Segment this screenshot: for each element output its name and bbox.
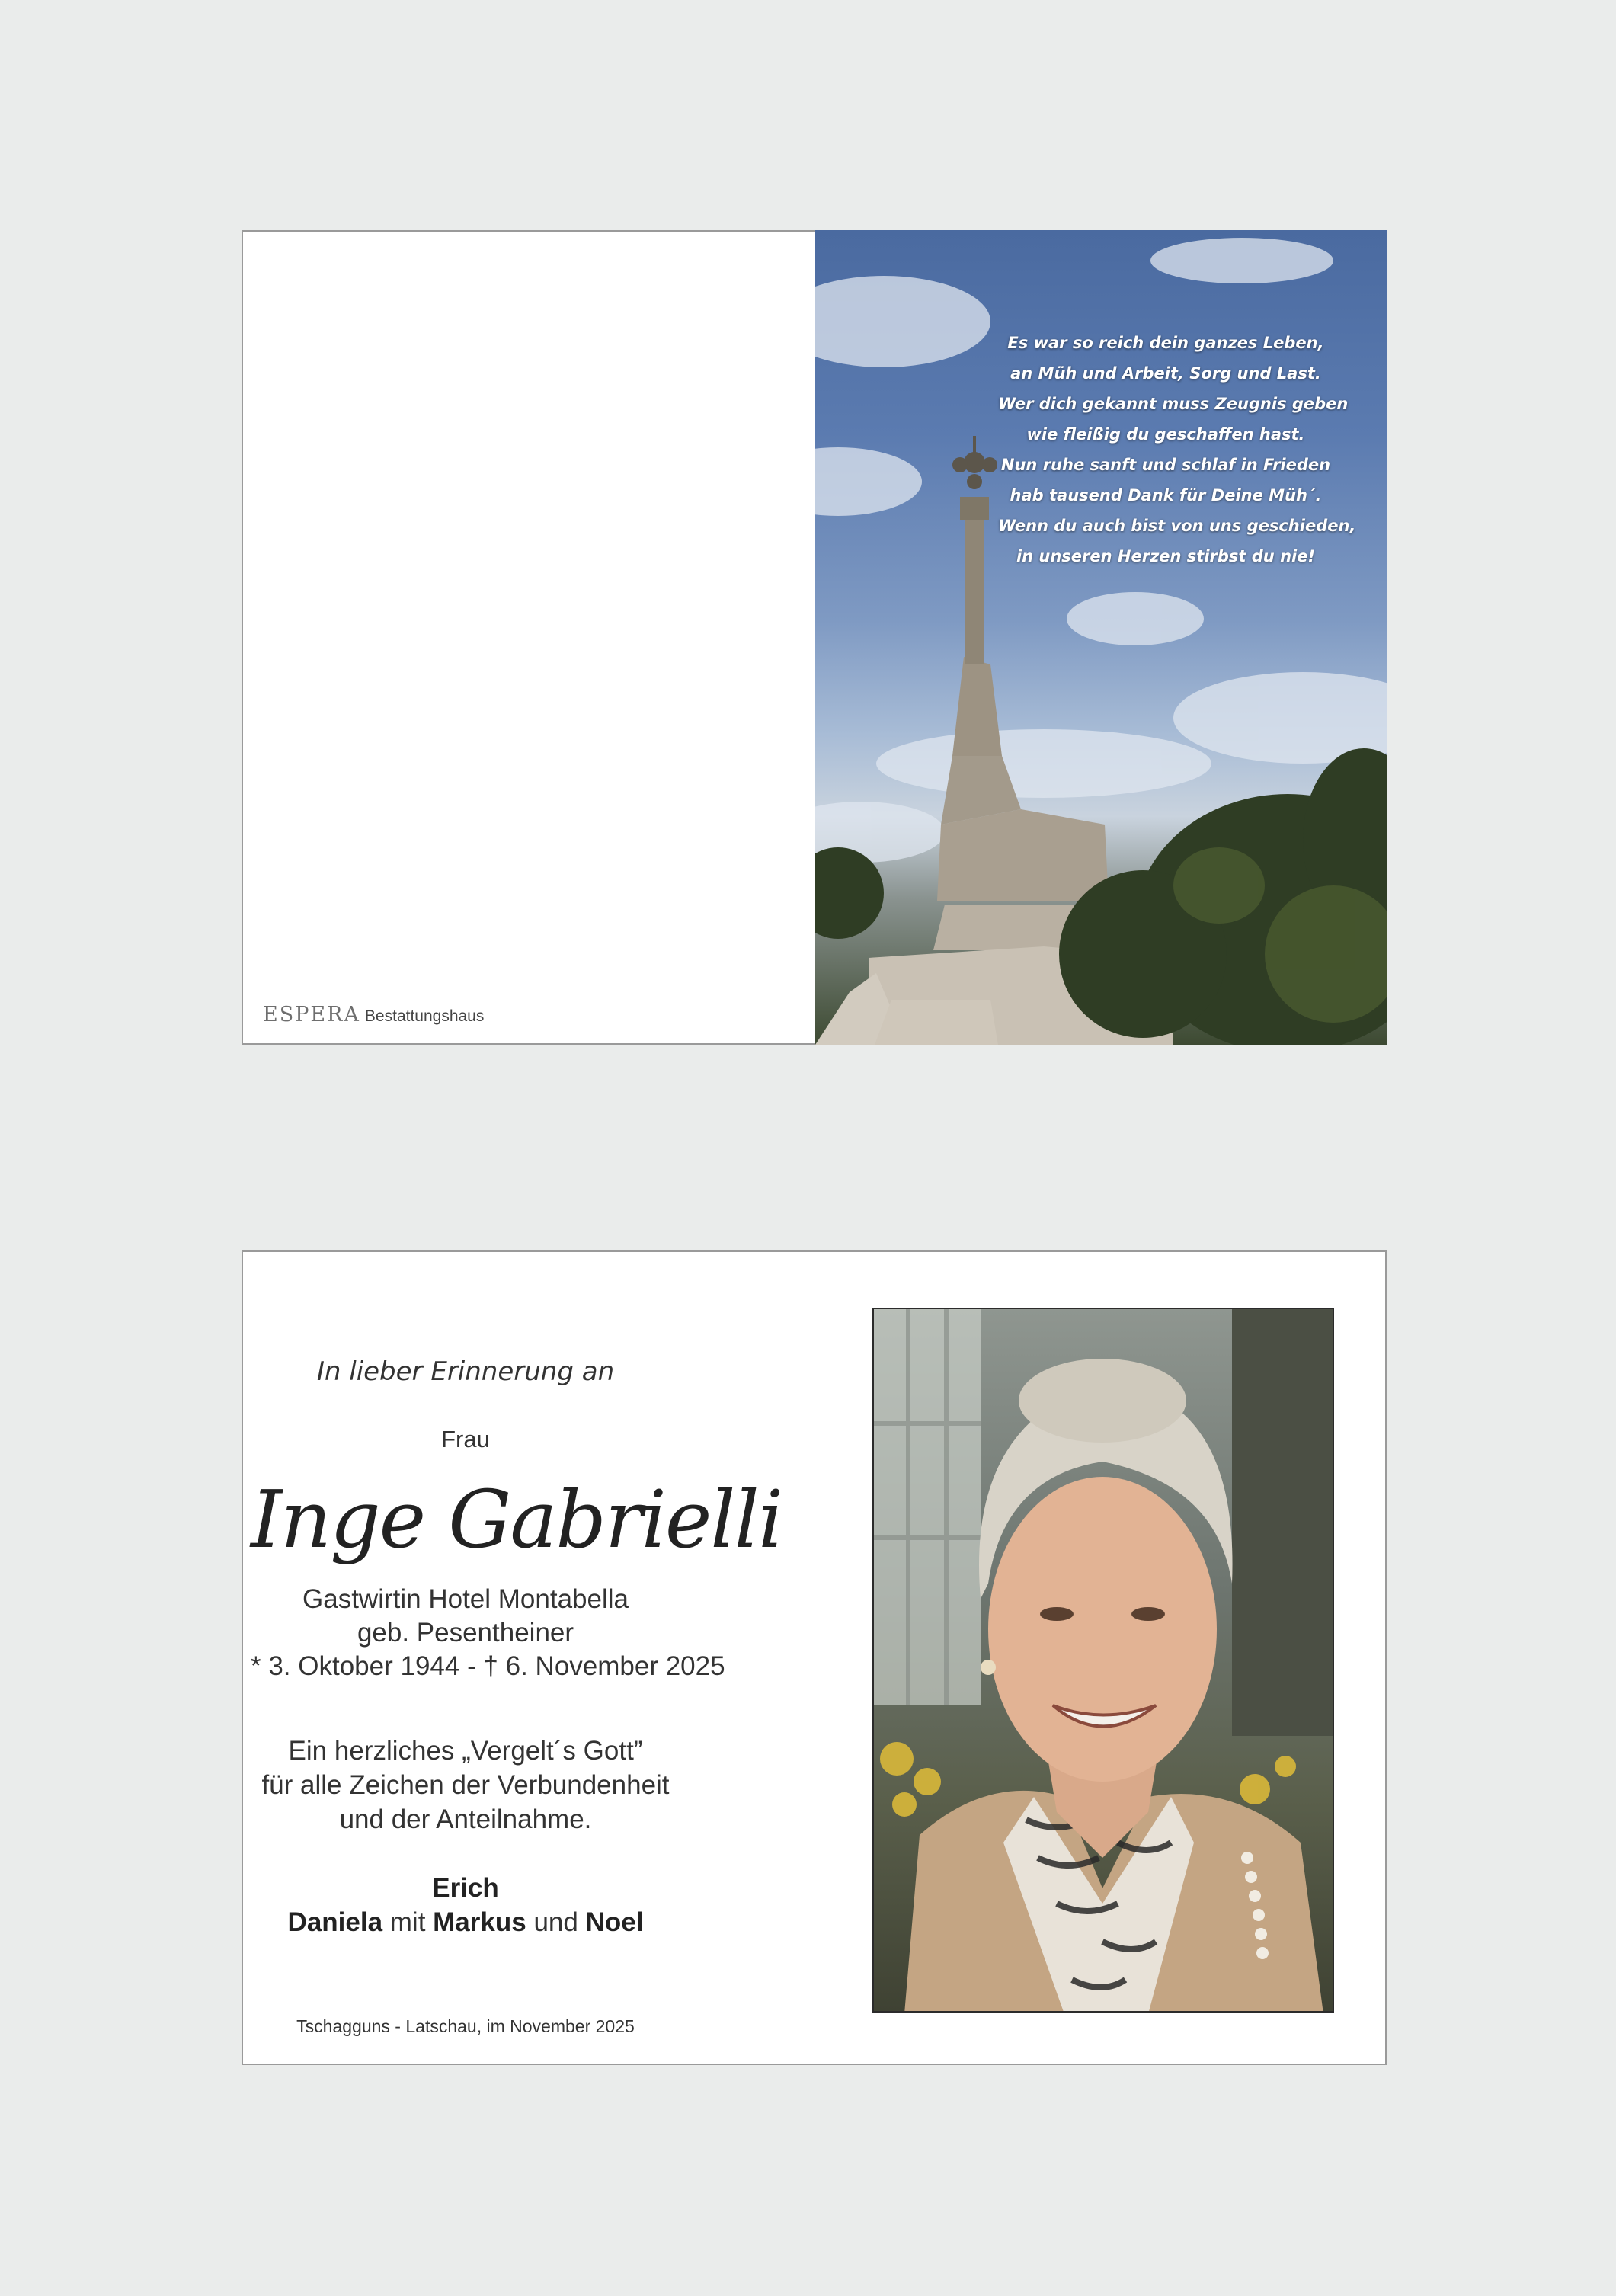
connector-mit: mit [382,1907,434,1937]
family-signature [251,1871,680,1939]
poem-line: Wenn du auch bist von uns geschieden, [998,517,1356,535]
memorial-card-inside [242,1250,1387,2065]
intro-line: In lieber Erinnerung an [316,1356,615,1387]
brand-subtitle: Bestattungshaus [364,1007,485,1025]
funeral-home-logo [263,1003,484,1026]
maiden-name: geb. Pesentheiner [357,1618,574,1648]
deceased-info [251,1583,725,1683]
poem-line: Nun ruhe sanft und schlaf in Frieden [1000,456,1331,474]
thanks-line: für alle Zeichen der Verbundenheit [261,1770,670,1800]
poem-line: wie fleißig du geschaffen hast. [1026,425,1305,444]
cross-monument-photo [815,230,1387,1045]
poem-line: Es war so reich dein ganzes Leben, [1007,334,1324,352]
life-dates: * 3. Oktober 1944 - † 6. November 2025 [251,1651,725,1681]
family-name-daniela: Daniela [287,1907,383,1937]
poem-line: an Müh und Arbeit, Sorg und Last. [1010,364,1321,383]
poem-line: hab tausend Dank für Deine Müh´. [1010,486,1322,504]
poem-line: in unseren Herzen stirbst du nie! [1016,547,1316,565]
memorial-poem [998,328,1356,572]
family-name-noel: Noel [585,1907,644,1937]
brand-name: ESPERA [263,1003,360,1026]
connector-und: und [526,1907,586,1937]
occupation: Gastwirtin Hotel Montabella [302,1584,629,1614]
salutation: Frau [441,1426,490,1452]
family-name-erich: Erich [432,1873,499,1903]
deceased-name: Inge Gabrielli [251,1473,782,1566]
poem-line: Wer dich gekannt muss Zeugnis geben [998,395,1349,413]
portrait-illustration [874,1309,1334,2013]
family-name-markus: Markus [433,1907,526,1937]
thanks-line: und der Anteilnahme. [339,1804,592,1834]
memorial-card-front [242,230,1387,1045]
place-and-date: Tschagguns - Latschau, im November 2025 [296,2016,635,2036]
portrait-photo [872,1308,1334,2013]
thanks-line: Ein herzliches „Vergelt´s Gott” [288,1736,643,1766]
thanks-message [251,1734,680,1836]
